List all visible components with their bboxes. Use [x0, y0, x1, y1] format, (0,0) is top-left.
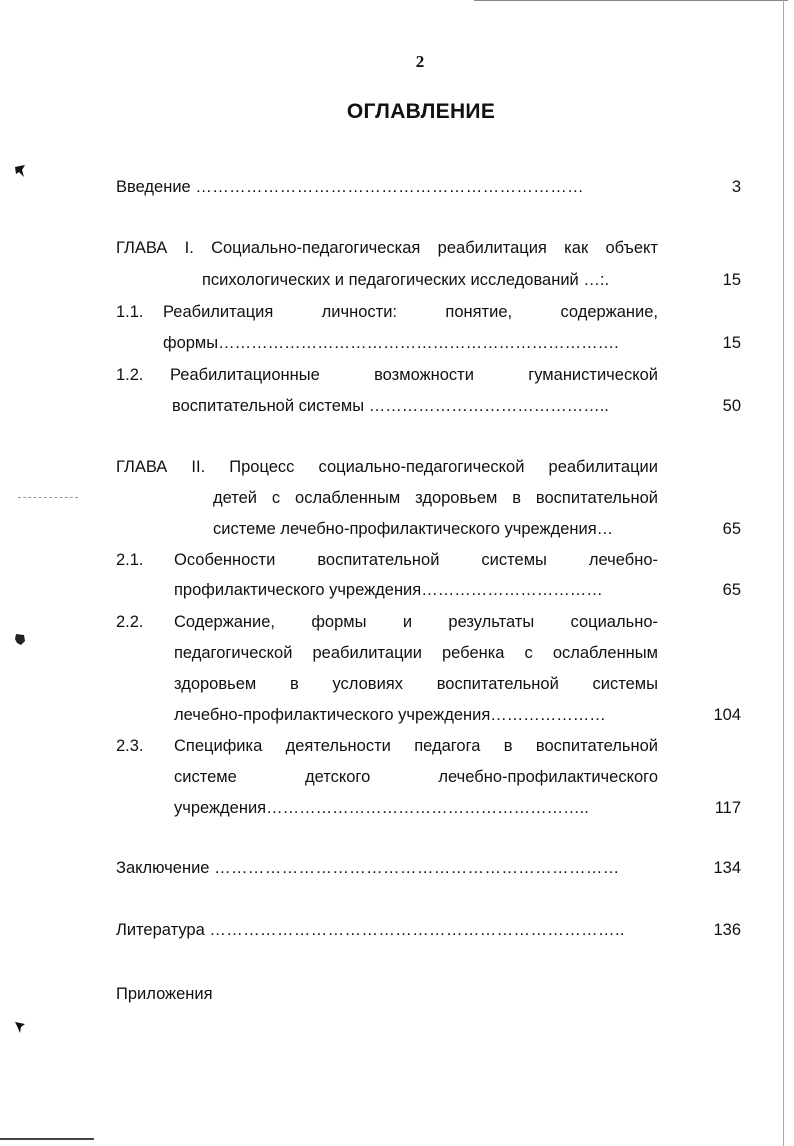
scan-bottom-line: [0, 1138, 94, 1140]
toc-page-2-2: 104: [713, 706, 741, 724]
section-1-2-line1: Реабилитационные возможности гуманистической: [170, 366, 658, 384]
ink-blot-icon: [14, 164, 26, 178]
chapter2-title-line3: системе лечебно-профилактического учреждения…: [213, 520, 614, 538]
toc-page-conclusion: 134: [713, 859, 741, 877]
section-2-2-line3: здоровьем в условиях воспитательной системы: [174, 675, 658, 693]
section-2-3-line2: системе детского лечебно-профилактического: [174, 768, 658, 786]
toc-entry-appendix: Приложения: [116, 985, 213, 1003]
toc-entry-literature: [116, 920, 625, 940]
toc-page-chapter1: 15: [722, 271, 741, 289]
section-2-2-line4: лечебно-профилактического учреждения…………………: [174, 706, 606, 724]
section-2-2-line1: Содержание, формы и результаты социально-: [174, 613, 658, 631]
toc-dots: ………………………………………………………………..: [209, 921, 625, 939]
section-number: 2.1.: [116, 551, 144, 569]
section-1-1-line1: Реабилитация личности: понятие, содержание,: [163, 303, 658, 321]
page-title: ОГЛАВЛЕНИЕ: [346, 100, 496, 123]
toc-page-intro: 3: [731, 178, 741, 196]
chapter1-title-line2: психологических и педагогических исследований …:.: [202, 271, 610, 289]
section-2-2-line2: педагогической реабилитации ребенка с ослабленным: [174, 644, 658, 662]
toc-label: Литература: [116, 921, 205, 939]
toc-page-chapter2: 65: [722, 520, 741, 538]
section-number: 1.1.: [116, 303, 144, 321]
toc-label: Введение: [116, 178, 191, 196]
toc-entry-intro: [116, 177, 584, 197]
section-number: 2.2.: [116, 613, 144, 631]
section-2-1-line2: профилактического учреждения……………………………: [174, 581, 603, 599]
section-number: 2.3.: [116, 737, 144, 755]
chapter2-title-line2: детей с ослабленным здоровьем в воспитательной: [213, 489, 658, 507]
toc-dots: ………………………………………………………………: [214, 859, 620, 877]
toc-page-1-1: 15: [722, 334, 741, 352]
section-2-3-line1: Специфика деятельности педагога в воспитательной: [174, 737, 658, 755]
toc-page-2-3: 117: [714, 799, 741, 817]
section-1-1-line2: формы……………………………………………………………….: [163, 334, 619, 352]
toc-label: Заключение: [116, 859, 210, 877]
toc-entry-conclusion: [116, 858, 620, 878]
section-2-1-line1: Особенности воспитательной системы лечебно-: [174, 551, 658, 569]
toc-dots: ……………………………………………………………: [195, 178, 585, 196]
scan-top-line: [474, 0, 788, 1]
scan-edge-line: [783, 0, 784, 1146]
chapter2-title-line1: ГЛАВА II. Процесс социально-педагогической реабилитации: [116, 458, 658, 476]
section-1-2-line2: воспитательной системы ……………………………………..: [172, 397, 609, 415]
toc-page-2-1: 65: [722, 581, 741, 599]
scan-dash-mark: [18, 497, 78, 498]
ink-blot-icon: [14, 1020, 26, 1034]
page-number: 2: [415, 52, 425, 71]
toc-page-literature: 136: [713, 921, 741, 939]
ink-blot-icon: [14, 632, 26, 646]
chapter1-title-line1: ГЛАВА I. Социально-педагогическая реабилитация как объект: [116, 239, 658, 257]
toc-page-1-2: 50: [722, 397, 741, 415]
section-2-3-line3: учреждения…………………………………………………..: [174, 799, 589, 817]
section-number: 1.2.: [116, 366, 144, 384]
